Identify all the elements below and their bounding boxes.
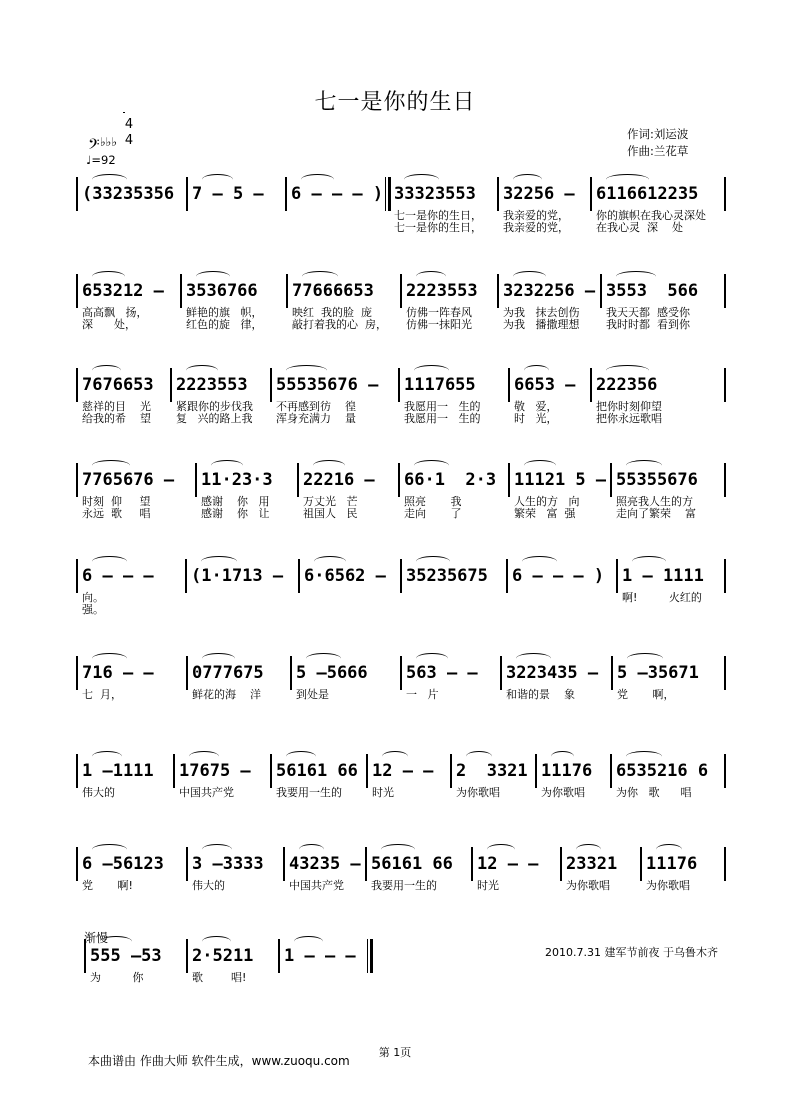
lyric-line-1: 高高飘 扬， <box>82 306 148 319</box>
measure-notes: 33323553 <box>394 184 476 204</box>
lyric-line-1: 把你时刻仰望 <box>596 400 662 413</box>
slur-mark <box>186 365 218 376</box>
tempo: ♩=92 <box>86 153 116 167</box>
lyric-line-1: 啊! 火红的 <box>622 591 702 604</box>
barline <box>180 274 182 308</box>
measure-notes: 5 —5666 <box>296 663 368 683</box>
measure-notes: 77666653 <box>292 281 374 301</box>
time-top: 4 <box>124 117 134 132</box>
measure-notes: 1 —1111 <box>82 761 154 781</box>
measure-notes: 23321 <box>566 854 618 874</box>
lyric-line-2: 繁荣 富 强 <box>514 507 576 520</box>
lyric-line-1: 党 啊， <box>617 688 675 701</box>
barline <box>173 754 175 788</box>
lyric-line-2: 给我的希 望 <box>82 412 151 425</box>
measure-notes: 6 — — — ) <box>291 184 384 204</box>
lyric-line-1: 鲜花的海 洋 <box>192 688 261 701</box>
measure-notes: 222356 <box>596 375 658 395</box>
barline <box>298 559 300 593</box>
lyric-line-1: 鲜艳的旗 帜， <box>186 306 263 319</box>
lyric-line-2: 祖国人 民 <box>303 507 358 520</box>
measure-notes: 43235 — <box>289 854 361 874</box>
measure-notes: 563 — — <box>406 663 478 683</box>
measure-notes: 6653 — <box>514 375 576 395</box>
barline <box>506 559 508 593</box>
measure-notes: 17675 — <box>179 761 251 781</box>
lyric-line-2: 把你永远歌唱 <box>596 412 662 425</box>
lyric-line-2: 强。 <box>82 603 104 616</box>
measure-notes: 7 — 5 — <box>192 184 264 204</box>
measure-notes: 555 —53 <box>90 946 162 966</box>
lyric-line-1: 敬 爱， <box>514 400 558 413</box>
measure-notes: 3536766 <box>186 281 258 301</box>
barline <box>400 656 402 690</box>
slur-mark <box>522 556 557 567</box>
score-row <box>0 280 790 370</box>
lyric-line-1: 一 片 <box>406 688 439 701</box>
lyric-line-1: 为你歌唱 <box>566 879 610 892</box>
measure-notes: 22216 — <box>303 470 375 490</box>
slur-mark <box>524 365 549 376</box>
slur-mark <box>487 844 515 855</box>
slur-mark <box>404 174 439 185</box>
lyric-line-1: 七 月， <box>82 688 122 701</box>
slur-mark <box>626 460 662 471</box>
slur-mark <box>92 751 122 762</box>
barline <box>616 559 618 593</box>
barline <box>610 754 612 788</box>
bass-clef-icon: 𝄢 <box>88 136 100 157</box>
lyric-line-1: 你的旗帜在我心灵深处 <box>596 209 706 222</box>
composer: 作曲:兰花草 <box>627 144 689 158</box>
lyric-line-1: 为你歌唱 <box>456 786 500 799</box>
barline <box>724 368 726 402</box>
lyric-line-1: 为你 歌 唱 <box>616 786 692 799</box>
slur-mark <box>576 844 601 855</box>
lyric-line-2: 仿佛一抹阳光 <box>406 318 472 331</box>
measure-notes: 35235675 <box>406 566 488 586</box>
slur-mark <box>632 556 666 567</box>
lyric-line-1: 歌 唱! <box>192 971 247 984</box>
barline <box>724 274 726 308</box>
lyric-line-1: 中国共产党 <box>289 879 344 892</box>
measure-notes: 7765676 — <box>82 470 175 490</box>
barline <box>185 559 187 593</box>
barline <box>186 847 188 881</box>
barline <box>450 754 452 788</box>
measure-notes: 0777675 <box>192 663 264 683</box>
slur-mark <box>381 844 415 855</box>
lyric-line-1: 向。 <box>82 591 104 604</box>
lyric-line-1: 万丈光 芒 <box>303 495 358 508</box>
slur-mark <box>202 653 235 664</box>
lyric-line-1: 为我 抹去创伤 <box>503 306 580 319</box>
barline <box>76 559 78 593</box>
slur-mark <box>313 460 345 471</box>
slur-mark <box>92 844 127 855</box>
lyric-line-2: 在我心灵 深 处 <box>596 221 683 234</box>
measure-notes: 6 — — — ) <box>512 566 605 586</box>
slur-mark <box>202 844 232 855</box>
lyric-line-1: 到处是 <box>296 688 329 701</box>
barline <box>286 274 288 308</box>
lyric-line-1: 和谐的景 象 <box>506 688 575 701</box>
score-row <box>0 374 790 464</box>
slur-mark <box>301 174 334 185</box>
barline <box>186 939 188 973</box>
slur-mark <box>414 460 449 471</box>
measure-notes: 6 — — — <box>82 566 154 586</box>
slur-mark <box>416 653 448 664</box>
measure-notes: 3 —3333 <box>192 854 264 874</box>
barline <box>170 368 172 402</box>
barline <box>400 274 402 308</box>
lyric-line-1: 感谢 你 用 <box>201 495 270 508</box>
barline <box>186 177 188 211</box>
lyric-line-1: 人生的方 向 <box>514 495 580 508</box>
measure-notes: 2·5211 <box>192 946 254 966</box>
barline <box>283 847 285 881</box>
slur-mark <box>513 271 546 282</box>
barline <box>365 847 367 881</box>
barline <box>76 847 78 881</box>
slur-mark <box>416 556 450 567</box>
measure-notes: 55535676 — <box>276 375 379 395</box>
software-credit: 本曲谱由 作曲大师 软件生成，www.zuoqu.com <box>88 1054 350 1068</box>
slur-mark <box>516 653 551 664</box>
page-number: 第 1页 <box>378 1046 412 1059</box>
lyric-line-2: 我愿用一 生的 <box>404 412 481 425</box>
barline <box>611 656 613 690</box>
slur-mark <box>92 271 125 282</box>
barline <box>400 559 402 593</box>
lyric-line-1: 照亮 我 <box>404 495 462 508</box>
lyric-line-2: 复 兴的路上我 <box>176 412 253 425</box>
lyric-line-1: 我要用一生的 <box>371 879 437 892</box>
key-signature <box>86 118 146 170</box>
barline <box>76 274 78 308</box>
measure-notes: 3223435 — <box>506 663 599 683</box>
time-signature <box>123 117 135 149</box>
measure-notes: 1 — 1111 <box>622 566 704 586</box>
barline <box>270 754 272 788</box>
lyric-line-2: 走向了繁荣 富 <box>616 507 696 520</box>
slur-mark <box>382 751 408 762</box>
measure-notes: 2223553 <box>406 281 478 301</box>
measure-notes: 2 3321 <box>456 761 528 781</box>
barline <box>600 274 602 308</box>
measure-notes: 6·6562 — <box>304 566 386 586</box>
slur-mark <box>202 174 233 185</box>
barline <box>76 463 78 497</box>
lyric-line-1: 为 你 <box>90 971 144 984</box>
slur-mark <box>286 365 327 376</box>
slur-mark <box>92 365 121 376</box>
lyric-line-1: 伟大的 <box>82 786 115 799</box>
measure-notes: 32256 — <box>503 184 575 204</box>
lyric-line-1: 我亲爱的党， <box>503 209 569 222</box>
lyric-line-1: 慈祥的目 光 <box>82 400 151 413</box>
time-bottom: 4 <box>124 133 134 148</box>
barline <box>367 939 373 973</box>
measure-notes: 653212 — <box>82 281 164 301</box>
barline <box>590 177 592 211</box>
lyric-line-1: 映红 我的脸 庞 <box>292 306 372 319</box>
slur-mark <box>627 653 663 664</box>
measure-notes: 11176 <box>541 761 593 781</box>
barline <box>366 754 368 788</box>
barline <box>195 463 197 497</box>
score-row <box>0 469 790 559</box>
lyric-line-2: 我时时都 看到你 <box>606 318 690 331</box>
lyric-line-1: 伟大的 <box>192 879 225 892</box>
slur-mark <box>606 365 649 376</box>
lyric-line-1: 紧跟你的步伐我 <box>176 400 253 413</box>
lyric-line-2: 敲打着我的心 房， <box>292 318 387 331</box>
slur-mark <box>306 653 341 664</box>
lyric-line-2: 感谢 你 让 <box>201 507 270 520</box>
page-title: 七一是你的生日 <box>314 90 476 115</box>
barline <box>278 939 280 973</box>
slur-mark <box>202 936 231 947</box>
lyric-line-1: 为你歌唱 <box>646 879 690 892</box>
barline <box>508 463 510 497</box>
barline <box>398 368 400 402</box>
slur-mark <box>416 271 446 282</box>
measure-notes: 12 — — <box>477 854 539 874</box>
barline <box>385 177 391 211</box>
score-row <box>0 760 790 850</box>
lyric-line-1: 照亮我人生的方 <box>616 495 693 508</box>
slur-mark <box>414 365 449 376</box>
barline <box>285 177 287 211</box>
lyric-line-1: 仿佛一阵春风 <box>406 306 472 319</box>
measure-notes: 2223553 <box>176 375 248 395</box>
slur-mark <box>466 751 492 762</box>
lyric-line-1: 我愿用一 生的 <box>404 400 481 413</box>
lyric-line-2: 为我 播撒理想 <box>503 318 580 331</box>
barline <box>297 463 299 497</box>
barline <box>610 463 612 497</box>
measure-notes: 11121 5 — <box>514 470 606 490</box>
barline <box>535 754 537 788</box>
lyric-line-1: 时光 <box>372 786 394 799</box>
measure-notes: 3553 566 <box>606 281 699 301</box>
barline <box>186 656 188 690</box>
slur-mark <box>551 751 574 762</box>
slur-mark <box>626 751 662 762</box>
barline <box>76 177 78 211</box>
lyric-line-1: 七一是你的生日， <box>394 209 482 222</box>
lyric-line-2: 我亲爱的党， <box>503 221 569 234</box>
barline <box>76 754 78 788</box>
barline <box>497 177 499 211</box>
dateline: 2010.7.31 建军节前夜 于乌鲁木齐 <box>545 946 718 959</box>
slur-mark <box>92 174 127 185</box>
score-row <box>0 662 790 752</box>
lyric-line-1: 我天天都 感受你 <box>606 306 690 319</box>
lyric-line-2: 浑身充满力 量 <box>276 412 356 425</box>
barline <box>76 368 78 402</box>
barline <box>290 656 292 690</box>
lyricist: 作词:刘运波 <box>627 127 689 141</box>
slur-mark <box>92 460 130 471</box>
barline <box>724 463 726 497</box>
slur-mark <box>314 556 346 567</box>
slur-mark <box>211 460 243 471</box>
slur-mark <box>656 844 682 855</box>
slur-mark <box>92 556 127 567</box>
lyric-line-1: 时光 <box>477 879 499 892</box>
slur-mark <box>524 460 556 471</box>
lyric-line-2: 七一是你的生日， <box>394 221 482 234</box>
measure-notes: 716 — — <box>82 663 154 683</box>
lyric-line-2: 走向 了 <box>404 507 462 520</box>
measure-notes: 56161 66 <box>371 854 453 874</box>
flats-icon: ♭♭♭ <box>100 135 117 149</box>
barline <box>270 368 272 402</box>
slur-mark <box>294 936 323 947</box>
measure-notes: 11·23·3 <box>201 470 273 490</box>
slur-mark <box>302 271 338 282</box>
measure-notes: 12 — — <box>372 761 434 781</box>
slur-mark <box>189 751 219 762</box>
measure-notes: 1117655 <box>404 375 476 395</box>
barline <box>398 463 400 497</box>
lyric-line-1: 时刻 仰 望 <box>82 495 151 508</box>
score-row <box>0 565 790 655</box>
measure-notes: 6116612235 <box>596 184 699 204</box>
lyric-line-2: 永远 歌 唱 <box>82 507 151 520</box>
slur-mark <box>92 653 127 664</box>
lyric-line-2: 深 处， <box>82 318 136 331</box>
barline <box>500 656 502 690</box>
lyric-line-1: 我要用一生的 <box>276 786 342 799</box>
lyric-line-1: 为你歌唱 <box>541 786 585 799</box>
barline <box>724 847 726 881</box>
barline <box>76 656 78 690</box>
slur-mark <box>201 556 237 567</box>
barline <box>560 847 562 881</box>
barline <box>724 656 726 690</box>
credits <box>627 126 688 160</box>
measure-notes: 11176 <box>646 854 698 874</box>
measure-notes: 6 —56123 <box>82 854 164 874</box>
measure-notes: (33235356 <box>82 184 175 204</box>
measure-notes: 56161 66 <box>276 761 358 781</box>
slur-mark <box>196 271 230 282</box>
score-row <box>0 853 790 943</box>
lyric-line-2: 时 光， <box>514 412 558 425</box>
tempo-marking: 渐慢 <box>84 931 109 945</box>
measure-notes: 66·1 2·3 <box>404 470 497 490</box>
barline <box>640 847 642 881</box>
measure-notes: (1·1713 — <box>191 566 284 586</box>
barline <box>497 274 499 308</box>
barline <box>471 847 473 881</box>
slur-mark <box>299 844 324 855</box>
measure-notes: 6535216 6 <box>616 761 709 781</box>
slur-mark <box>616 271 656 282</box>
barline <box>508 368 510 402</box>
score-row <box>0 183 790 273</box>
slur-mark <box>606 174 649 185</box>
lyric-line-2: 红色的旋 律， <box>186 318 263 331</box>
measure-notes: 3232256 — <box>503 281 596 301</box>
slur-mark <box>286 751 316 762</box>
barline <box>724 559 726 593</box>
measure-notes: 1 — — — <box>284 946 356 966</box>
barline <box>724 754 726 788</box>
measure-notes: 55355676 <box>616 470 698 490</box>
measure-notes: 5 —35671 <box>617 663 699 683</box>
lyric-line-1: 不再感到彷 徨 <box>276 400 356 413</box>
slur-mark <box>513 174 542 185</box>
measure-notes: 7676653 <box>82 375 154 395</box>
lyric-line-1: 中国共产党 <box>179 786 234 799</box>
lyric-line-1: 党 啊! <box>82 879 133 892</box>
barline <box>724 177 726 211</box>
barline <box>590 368 592 402</box>
